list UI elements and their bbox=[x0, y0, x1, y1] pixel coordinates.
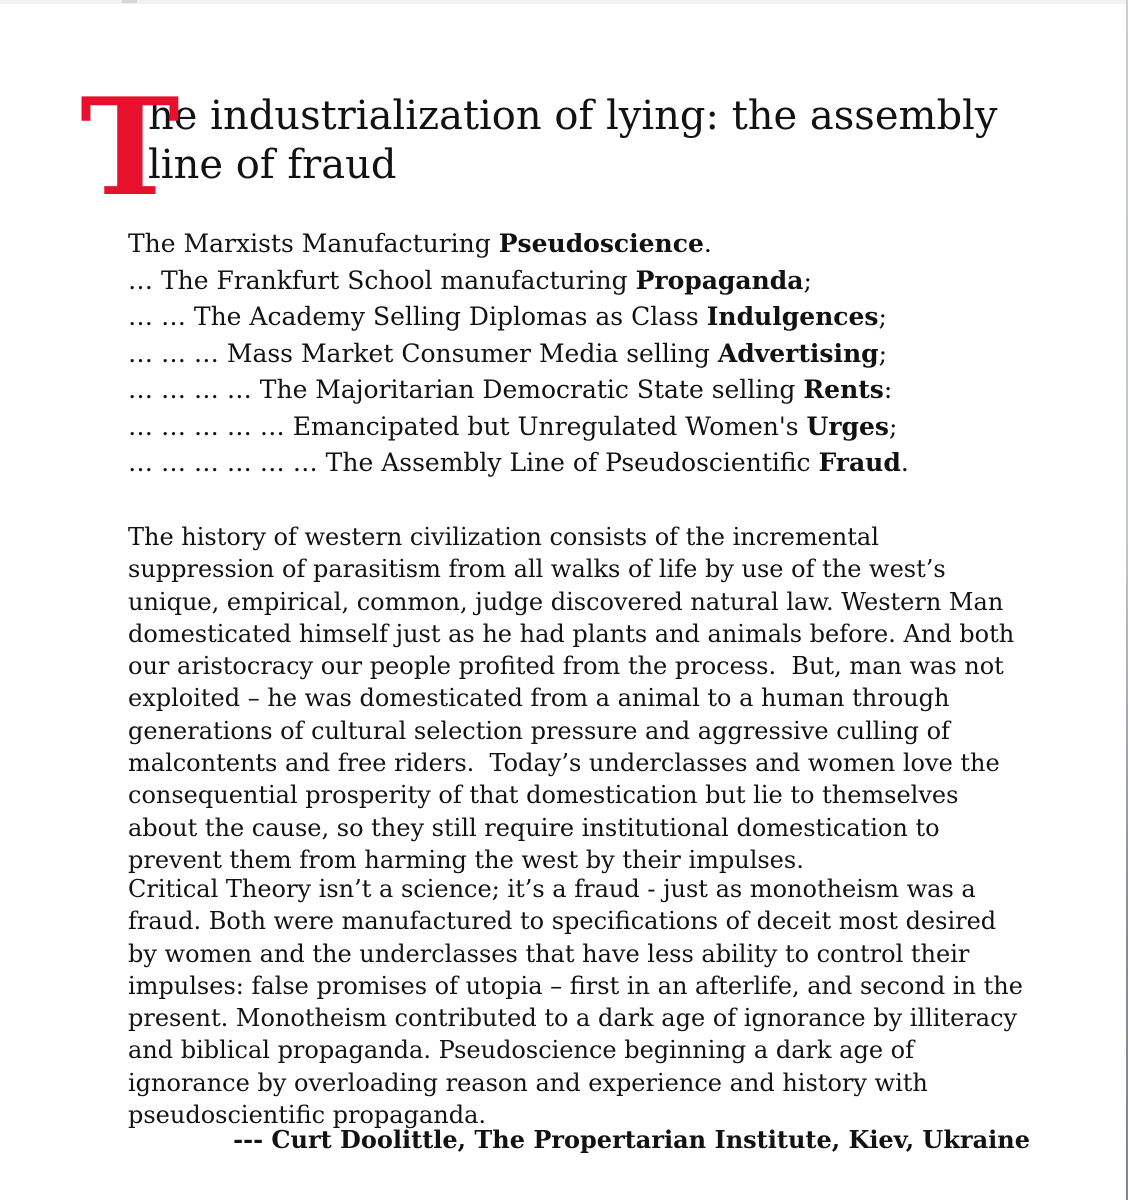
manifesto-keyword: Indulgences bbox=[706, 302, 879, 331]
manifesto-line bbox=[128, 336, 1028, 373]
manifesto-lead: … The Frankfurt School manufacturing bbox=[128, 265, 636, 295]
manifesto-line bbox=[128, 226, 1028, 263]
manifesto-line bbox=[128, 299, 1028, 336]
manifesto-lead: … … … … … … The Assembly Line of Pseudoscientific bbox=[128, 448, 819, 477]
manifesto-punctuation: ; bbox=[878, 338, 888, 368]
dropcap-letter: T bbox=[80, 68, 180, 226]
article-content bbox=[80, 0, 1030, 1200]
manifesto-punctuation: . bbox=[703, 229, 712, 258]
manifesto-keyword: Rents bbox=[803, 375, 884, 404]
attribution-line: --- Curt Doolittle, The Propertarian Institute, Kiev, Ukraine bbox=[233, 1125, 1030, 1154]
manifesto-punctuation: ; bbox=[888, 411, 898, 441]
manifesto-lead: The Marxists Manufacturing bbox=[128, 229, 499, 258]
manifesto-line bbox=[128, 263, 1028, 300]
title-line-1: he industrialization of lying: the assembly bbox=[148, 93, 998, 139]
manifesto-punctuation: : bbox=[883, 375, 893, 404]
manifesto-keyword: Urges bbox=[806, 411, 889, 441]
paragraph-2: Critical Theory isn’t a science; it’s a fraud - just as monotheism was a fraud. Both were manufactured to specifications of deceit most desired by women and the underclasses that have less ability to control their impulses: false promises of utopia – first in an afterlife, and second in the present. Monotheism contributed to a dark age of ignorance by illiteracy and biblical propaganda. Pseudoscience beginning a dark age of ignorance by overloading reason and experience and history with pseudoscientific propaganda. bbox=[128, 875, 1023, 1130]
manifesto-line bbox=[128, 409, 1028, 446]
manifesto-punctuation: ; bbox=[878, 302, 887, 331]
manifesto-lead: … … … … The Majoritarian Democratic State selling bbox=[128, 375, 804, 404]
manifesto-list bbox=[128, 226, 1028, 482]
article-title bbox=[80, 68, 1048, 226]
manifesto-line bbox=[128, 372, 1028, 409]
manifesto-punctuation: . bbox=[900, 448, 909, 477]
manifesto-lead: … … The Academy Selling Diplomas as Class bbox=[128, 302, 707, 331]
manifesto-keyword: Pseudoscience bbox=[498, 229, 704, 258]
paragraph-1: The history of western civilization consists of the incremental suppression of parasitism from all walks of life by use of the west’s unique, empirical, common, judge discovered natural law. Western Man domesticated himself just as he had plants and animals before. And both our aristocracy our people profited from the process. But, man was not exploited – he was domesticated from a animal to a human through generations of cultural selection pressure and aggressive culling of malcontents and free riders. Today’s underclasses and women love the consequential prosperity of that domestication but lie to themselves about the cause, so they still require institutional domestication to prevent them from harming the west by their impulses. bbox=[128, 523, 1015, 874]
manifesto-lead: … … … Mass Market Consumer Media selling bbox=[128, 338, 718, 368]
manifesto-punctuation: ; bbox=[803, 265, 812, 295]
manifesto-keyword: Advertising bbox=[717, 338, 879, 368]
manifesto-keyword: Fraud bbox=[818, 448, 901, 477]
title-line-2: line of fraud bbox=[148, 142, 397, 188]
manifesto-line bbox=[128, 445, 1028, 482]
manifesto-keyword: Propaganda bbox=[635, 265, 804, 295]
manifesto-lead: … … … … … Emancipated but Unregulated Women's bbox=[128, 411, 807, 441]
